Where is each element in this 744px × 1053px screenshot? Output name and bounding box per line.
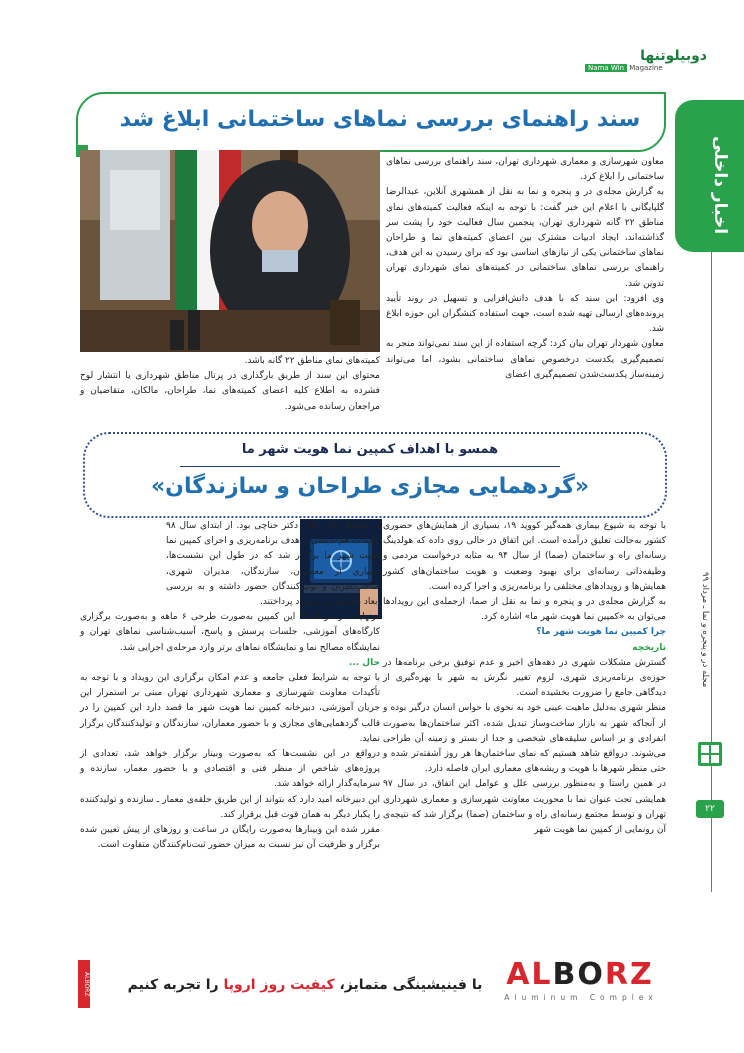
page-number: ۲۲ [696,800,724,818]
paragraph: به گزارش مجله‌ی در و پنجره و نما به نقل از همشهری آنلاین، عبدالرضا گلپایگانی با اعلام این خبر گفت: با توجه به اینکه فعالیت کمیته‌های نمای مناطق ۲۲ گانه شهرداری تهران، پنجمین سال فعالیت خود را پشت سر گذاشته‌اند، ایجاد ادبیات مشترک بین اعضای کمیته‌های نما و طراحان نماهای ساختمانی یکی از نیازهای اساسی بود که برای رسیدن به این هدف، راهنمای بررسی نماهای ساختمانی در کمیته‌های نمای شهرداری تهران تدوین شد. [386,187,665,289]
article-title: سند راهنمای بررسی نماهای ساختمانی ابلاغ شد [119,107,641,132]
section-heading: چرا کمپین نما هویت شهر ما؟ [536,627,666,638]
paragraph: با توجه به شرایط فعلی جامعه و عدم امکان برگزاری این رویداد و با توجه به تأکیدات معاونت شهرسازی و معماری شهرداری تهران مبنی بر استمرار این جریان آموزشی، دبیرخانه کمپین نما هویت شهر ما قصد دارد این کمپین را در قالب گردهمایی‌های مجازی و با حضور معماران، سازندگان و تولیدکنندگان برگزار نماید. [80,673,380,744]
paragraph: به گزارش مجله‌ی در و پنجره و نما به نقل از صما، ازجمله‌ی این رویدادها می‌توان به «کمپین نما هویت شهر ما» اشاره کرد. [383,597,666,623]
article-column-left [80,519,380,944]
rail-divider [711,252,712,892]
paragraph: منظر شهری به‌دلیل ماهیت عینی خود به نحوی با حواس انسان درگیر بوده و از آنجاکه شهر به بازار ساخت‌وساز تبدیل شده، اکثر ساختمان‌ها به‌صورت انفرادی و بر اساس سلیقه‌های شخصی و جدا از بستر و زمینه آن طراحی می‌شوند. درواقع شاهد هستیم که نمای ساختمان‌ها هر روز آشفته‌تر شده و حتی منظر شهرها با هویت و ریشه‌های معماری ایران فاصله دارد. [383,703,666,775]
subsection-title: «گردهمایی مجازی طراحان و سازندگان» [150,474,590,499]
ad-slogan: با فینیشینگی متمایز، کیفیت روز اروپا را تجربه کنیم [127,977,483,993]
masthead-subtitle: Nama Win Magazine [585,64,707,73]
article-column-right [386,155,664,430]
section-subheading: تاریخچه [632,642,666,653]
article-column-middle [383,519,666,944]
paragraph: درنهایت در مرداد ۹۸ این کمپین به‌صورت طرحی ۶ ماهه و به‌صورت برگزاری کارگاه‌های آموزشی، جلسات پرسش و پاسخ، آسیب‌شناسی نماهای تهران و نمایشگاه مصالح نما و نمایشگاه نماهای برتر وارد مرحله‌ی اجرایی شد. [80,612,380,653]
alborz-logo: ALBORZ [506,957,654,992]
article-continuation [80,354,380,412]
paragraph: مقرر شده این وبینارها به‌صورت رایگان در ساعت و روزهای از پیش تعیین شده برگزار و ظرفیت آن نیز نسبت به میزان حضور ثبت‌نام‌کنندگان متفاوت است. [80,825,380,851]
paragraph: در همین راستا و به‌منظور بررسی علل و عوامل این اتفاق، در سال ۹۷ همایشی تحت عنوان نما با محوریت معاونت شهرسازی و معماری شهرداری تهران و توسط مجتمع رسانه‌ای راه و ساختمان (صما) برگزار شد که نتیجه‌ی آن رونمایی از کمپین نما هویت شهر [383,779,666,836]
paragraph: کمیته‌های نمای مناطق ۲۲ گانه باشد. [244,356,380,366]
paragraph: معاون شهردار تهران بیان کرد: گرچه استفاده از این سند نمی‌تواند منجر به تصمیم‌گیری یکدست درخصوص نماهای ساختمانی بشود، اما می‌تواند زمینه‌ساز یکدست‌شدن تصمیم‌گیری اعضای [386,339,664,380]
alborz-logo-subtitle: Aluminum Complex [504,993,658,1002]
section-label: اخبار داخلی [710,135,730,235]
paragraph: وی افزود: این سند که با هدف دانش‌افزایی و تسهیل در روند تأیید پرونده‌های ارسالی تهیه شده است، جهت استفاده کنشگران این حوزه ابلاغ شد. [386,293,664,335]
magazine-masthead [585,48,707,76]
masthead-logo: دوبيلوتنها [640,48,707,64]
official-portrait-photo [80,150,380,352]
paragraph: گسترش مشکلات شهری در دهه‌های اخیر و عدم توفیق برخی برنامه‌ها در حوزه‌ی برنامه‌ریزی شهری، لزوم تغییر نگرش به شهر با بهره‌گیری از دیدگاهی جامع را ضرورت بخشیده است. [383,657,666,699]
issue-text: مجله در و پنجره و نما ـ مرداد ۹۹ [700,572,710,688]
subsection-rule [180,466,560,467]
paragraph: این دبیرخانه امید دارد که بتواند از این طریق حلقه‌ی معمار ـ سازنده و تولیدکننده را یکبار دیگر به همان قوت قبل برقرار کند. [80,794,380,820]
section-heading: حال ... [348,657,380,668]
paragraph: معاون شهرسازی و معماری شهرداری تهران، سند راهنمای بررسی نماهای ساختمانی را ابلاغ کرد. [386,157,664,183]
subsection-kicker: همسو با اهداف کمپین نما هویت شهر ما [241,442,499,457]
window-icon [696,740,724,768]
paragraph: ما توسط جناب آقای دکتر حناچی بود. از ابتدای سال ۹۸ جلسات هم‌اندیشی با هدف برنامه‌ریزی و اجرای کمپین نما هویت شهر ما برگزار شد که در طول این نشست‌ها، بسیاری از معماران، سازندگان، مدیران شهری، صاحب‌نظران و تولیدکنندگان حضور داشته و به بررسی ابعاد مختلف این رویداد پرداختند. [166,521,380,608]
paragraph: با توجه به شیوع بیماری همه‌گیر کووید ۱۹، بسیاری از همایش‌های حضوری کشور به‌حالت تعلیق درآمده است. این اتفاق در حالی روی داده که هولدینگ رسانه‌ای راه و ساختمان (صما) از سال ۹۴ به مثابه درخواست مردمی و وظیفه‌ذاتی رسانه‌ای برای بهبود وضعیت و هویت ساختمان‌های کشور همایش‌ها و رویدادهای مختلفی را برنامه‌ریزی و اجرا کرده است. [383,521,666,592]
ad-side-text: ALBORZ [83,971,90,997]
paragraph: محتوای این سند از طریق بارگذاری در پرتال مناطق شهرداری یا انتشار لوح فشرده به اطلاع کلیه اعضای کمیته‌های نما، طراحان، مالکان، متقاضیان و مراجعان رسانده می‌شود. [80,371,380,412]
paragraph: درواقع در این نشست‌ها که به‌صورت وبینار برگزار خواهد شد، تعدادی از پروژه‌های شاخص از منظر فنی و اقتصادی و با حضور معمار، سازنده و سرمایه‌گذار ارائه خواهد شد. [80,749,380,790]
